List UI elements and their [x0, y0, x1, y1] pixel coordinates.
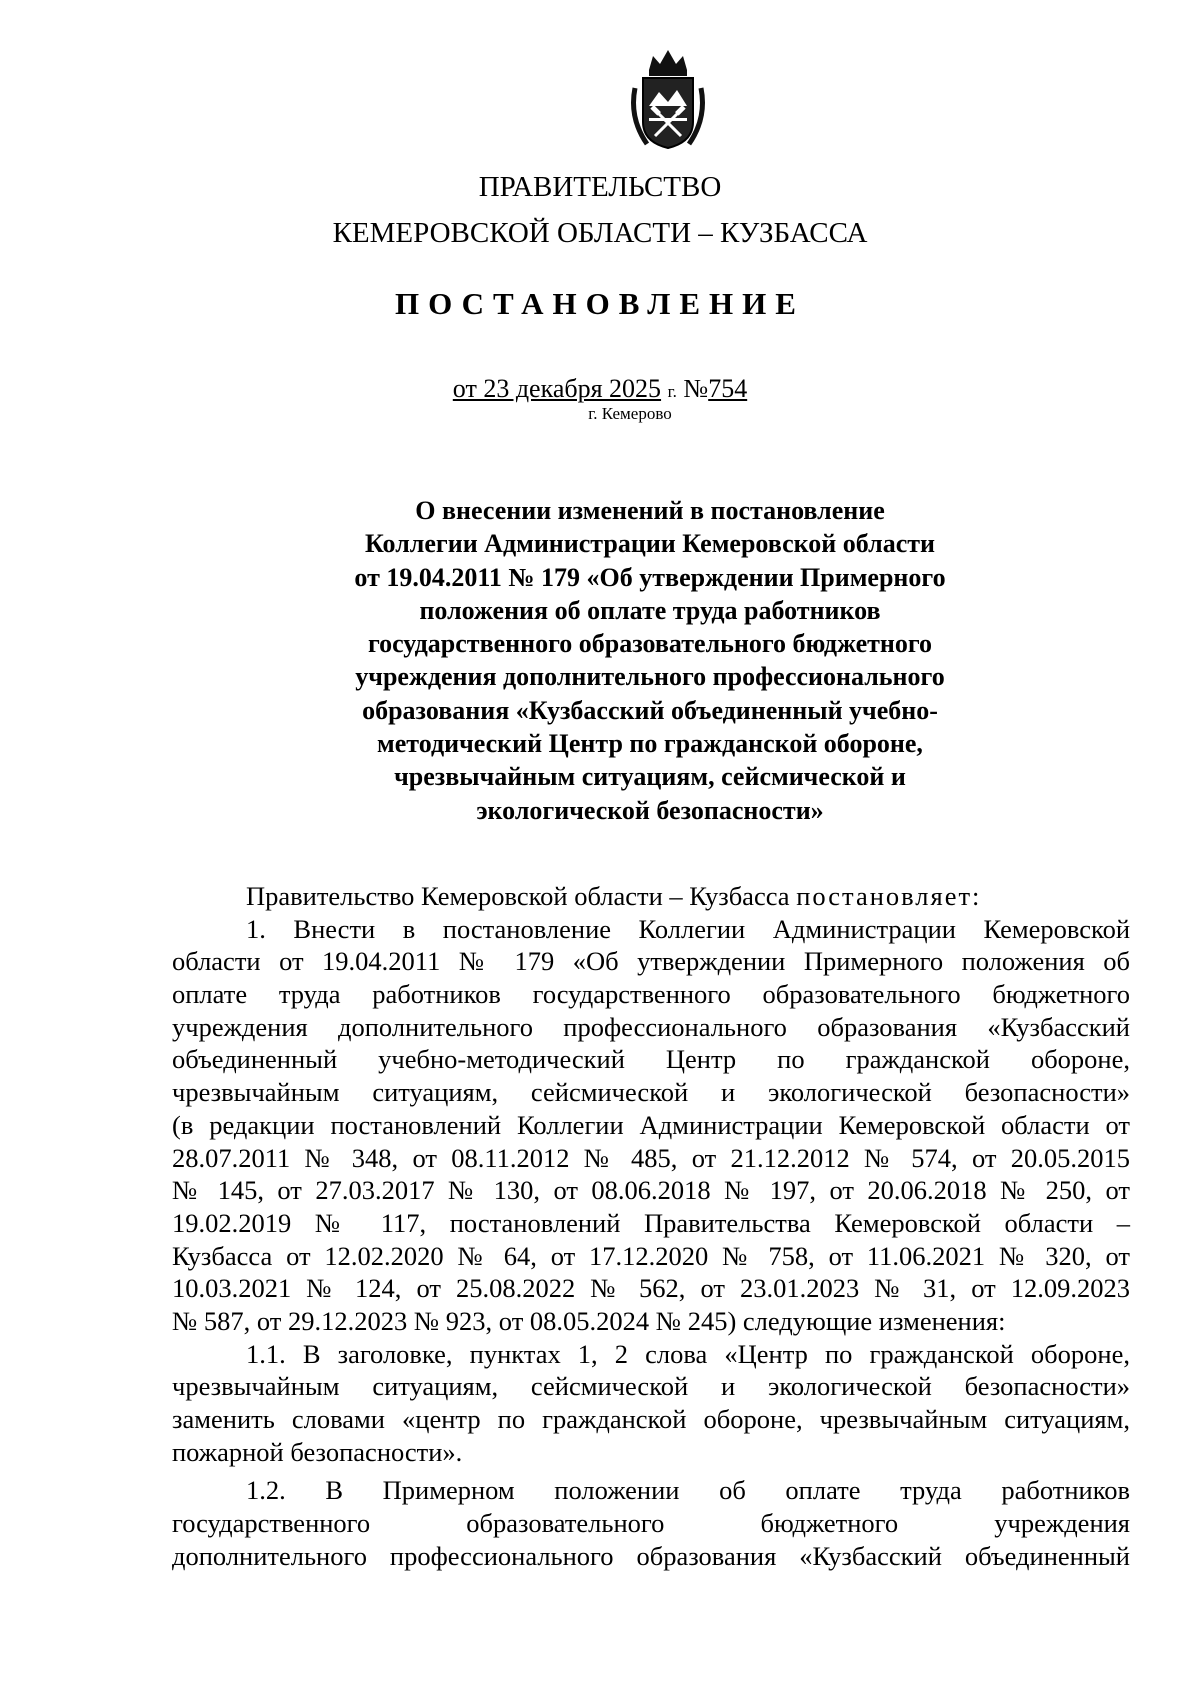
org-name-line2: КЕМЕРОВСКОЙ ОБЛАСТИ – КУЗБАССА: [332, 217, 868, 249]
paragraph-1-line: оплате труда работников государственного образовательного бюджетного: [172, 979, 1130, 1010]
paragraph-1-line: чрезвычайным ситуациям, сейсмической и экологической безопасности»: [172, 1077, 1130, 1108]
paragraph-1-line: 10.03.2021 № 124, от 25.08.2022 № 562, от 23.01.2023 № 31, от 12.09.2023: [172, 1273, 1130, 1304]
title-line: государственного образовательного бюджетного: [367, 629, 933, 659]
paragraph-1-1-line: чрезвычайным ситуациям, сейсмической и экологической безопасности»: [172, 1371, 1130, 1402]
title-line: учреждения дополнительного профессионального: [355, 662, 945, 692]
preamble-text: Правительство Кемеровской области – Кузбасса: [246, 881, 790, 911]
preamble-paragraph: [172, 880, 1130, 913]
org-name-line1: ПРАВИТЕЛЬСТВО: [478, 171, 722, 203]
title-line: образования «Кузбасский объединенный учебно-: [362, 695, 938, 725]
title-line: чрезвычайным ситуациям, сейсмической и: [394, 762, 906, 792]
paragraph-1-line: Кузбасса от 12.02.2020 № 64, от 17.12.2020 № 758, от 11.06.2021 № 320, от: [172, 1240, 1130, 1271]
document-date: от 23 декабря 2025: [452, 374, 662, 403]
title-line: от 19.04.2011 № 179 «Об утверждении Примерного: [354, 562, 946, 592]
document-title: [300, 494, 1000, 827]
document-body: [172, 880, 1130, 1572]
title-line: О внесении изменений в постановление: [415, 496, 885, 525]
title-line: экологической безопасности»: [476, 795, 824, 825]
title-line: положения об оплате труда работников: [419, 595, 881, 625]
paragraph-1-line: № 587, от 29.12.2023 № 923, от 08.05.2024 № 245) следующие изменения:: [172, 1305, 1006, 1336]
paragraph-1-line: № 145, от 27.03.2017 № 130, от 08.06.2018 № 197, от 20.06.2018 № 250, от: [172, 1175, 1130, 1206]
paragraph-1-1-line: заменить словами «центр по гражданской обороне, чрезвычайным ситуациям,: [172, 1404, 1130, 1434]
paragraph-1-2-line: 1.2. В Примерном положении об оплате труда работников: [246, 1475, 1130, 1506]
paragraph-1-line: учреждения дополнительного профессионального образования «Кузбасский: [172, 1011, 1130, 1042]
paragraph-1-1-line: 1.1. В заголовке, пунктах 1, 2 слова «Центр по гражданской обороне,: [246, 1338, 1130, 1369]
paragraph-1-2-line: государственного образовательного бюджетного учреждения: [172, 1508, 1130, 1539]
paragraph-1-line: 1. Внести в постановление Коллегии Администрации Кемеровской: [246, 913, 1130, 944]
document-place: г. Кемерово: [588, 404, 672, 423]
preamble-verb: постановляет:: [796, 881, 982, 911]
title-line: методический Центр по гражданской обороне,: [377, 729, 923, 759]
paragraph-1-line: объединенный учебно-методический Центр по гражданской обороне,: [172, 1044, 1130, 1075]
title-line: Коллегии Администрации Кемеровской области: [364, 529, 936, 559]
year-suffix: г.: [667, 382, 677, 401]
paragraph-1-line: (в редакции постановлений Коллегии Администрации Кемеровской области от: [172, 1109, 1130, 1140]
kuzbass-coat-of-arms-emblem: [627, 48, 709, 152]
paragraph-1-line: 28.07.2011 № 348, от 08.11.2012 № 485, от 21.12.2012 № 574, от 20.05.2015: [172, 1142, 1130, 1173]
paragraph-1-line: области от 19.04.2011 № 179 «Об утверждении Примерного положения об: [172, 946, 1130, 977]
number-sign: №: [683, 374, 709, 403]
document-number: 754: [708, 374, 748, 403]
paragraph-1-2-line: дополнительного профессионального образования «Кузбасский объединенный: [172, 1540, 1130, 1571]
document-type-heading: ПОСТАНОВЛЕНИЕ: [395, 286, 805, 321]
paragraph-1-1-line: пожарной безопасности».: [172, 1436, 463, 1467]
paragraph-1-line: 19.02.2019 № 117, постановлений Правительства Кемеровской области –: [172, 1207, 1130, 1238]
date-number-line: [0, 374, 1200, 407]
